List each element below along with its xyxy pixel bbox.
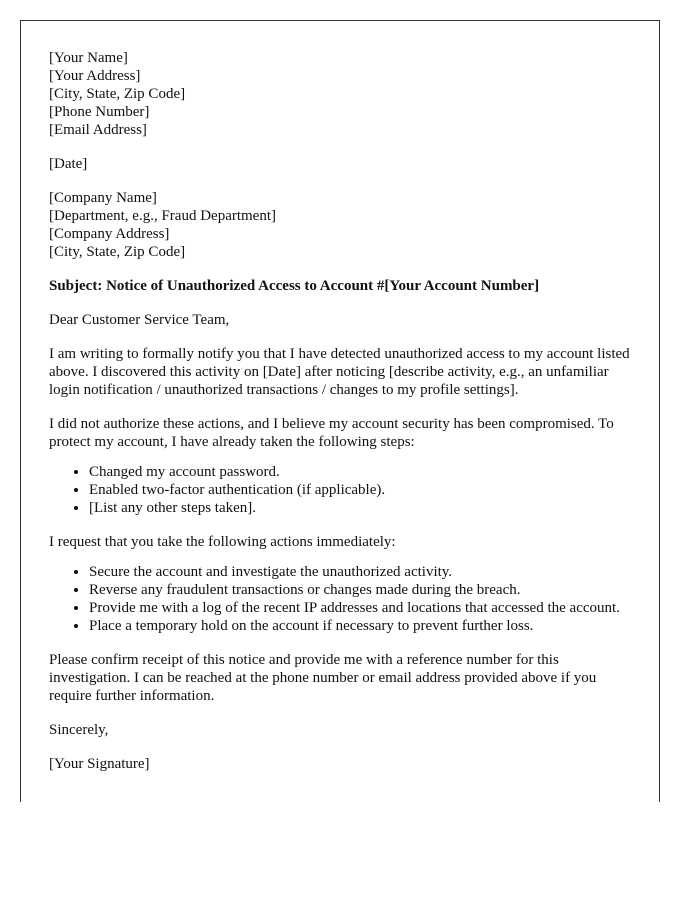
signoff: Sincerely,	[49, 722, 109, 738]
salutation: Dear Customer Service Team,	[49, 312, 230, 328]
recipient-address: [Company Address]	[49, 226, 170, 242]
list-item: • Place a temporary hold on the account if necessary to prevent further loss.	[89, 617, 639, 635]
closing-paragraph: Please confirm receipt of this notice and provide me with a reference number for this investigation. I can be reached at the phone number or email address provided above if you require further information.	[49, 652, 597, 704]
steps-taken-list	[49, 463, 639, 517]
sender-city-state-zip: [City, State, Zip Code]	[49, 86, 186, 102]
sender-block	[49, 49, 639, 139]
requested-actions-list	[49, 563, 639, 635]
date-block	[49, 155, 639, 173]
list-item: • [List any other steps taken].	[89, 499, 639, 517]
list-item: • Enabled two-factor authentication (if applicable).	[89, 481, 639, 499]
letter-page	[20, 20, 660, 802]
letter-date: [Date]	[49, 156, 88, 172]
recipient-department: [Department, e.g., Fraud Department]	[49, 208, 276, 224]
sender-phone: [Phone Number]	[49, 104, 150, 120]
sender-email: [Email Address]	[49, 122, 147, 138]
list-item: • Provide me with a log of the recent IP addresses and locations that accessed the account.	[89, 599, 639, 617]
recipient-city-state-zip: [City, State, Zip Code]	[49, 244, 186, 260]
steps-intro-paragraph: I did not authorize these actions, and I believe my account security has been compromised. To protect my account, I have already taken the following steps:	[49, 416, 614, 450]
recipient-company: [Company Name]	[49, 190, 157, 206]
letter-content	[49, 49, 639, 789]
sender-address: [Your Address]	[49, 68, 141, 84]
signature: [Your Signature]	[49, 756, 150, 772]
intro-paragraph: I am writing to formally notify you that I have detected unauthorized access to my account listed above. I discovered this activity on [Date] after noticing [describe activity, e.g., an unfamiliar login notification / unauthorized transactions / changes to my profile settings].	[49, 346, 630, 398]
list-item: • Changed my account password.	[89, 463, 639, 481]
list-item: • Secure the account and investigate the unauthorized activity.	[89, 563, 639, 581]
list-item: • Reverse any fraudulent transactions or changes made during the breach.	[89, 581, 639, 599]
subject-line: Subject: Notice of Unauthorized Access to Account #[Your Account Number]	[49, 278, 540, 294]
request-intro-paragraph: I request that you take the following actions immediately:	[49, 534, 396, 550]
sender-name: [Your Name]	[49, 50, 128, 66]
recipient-block	[49, 189, 639, 261]
